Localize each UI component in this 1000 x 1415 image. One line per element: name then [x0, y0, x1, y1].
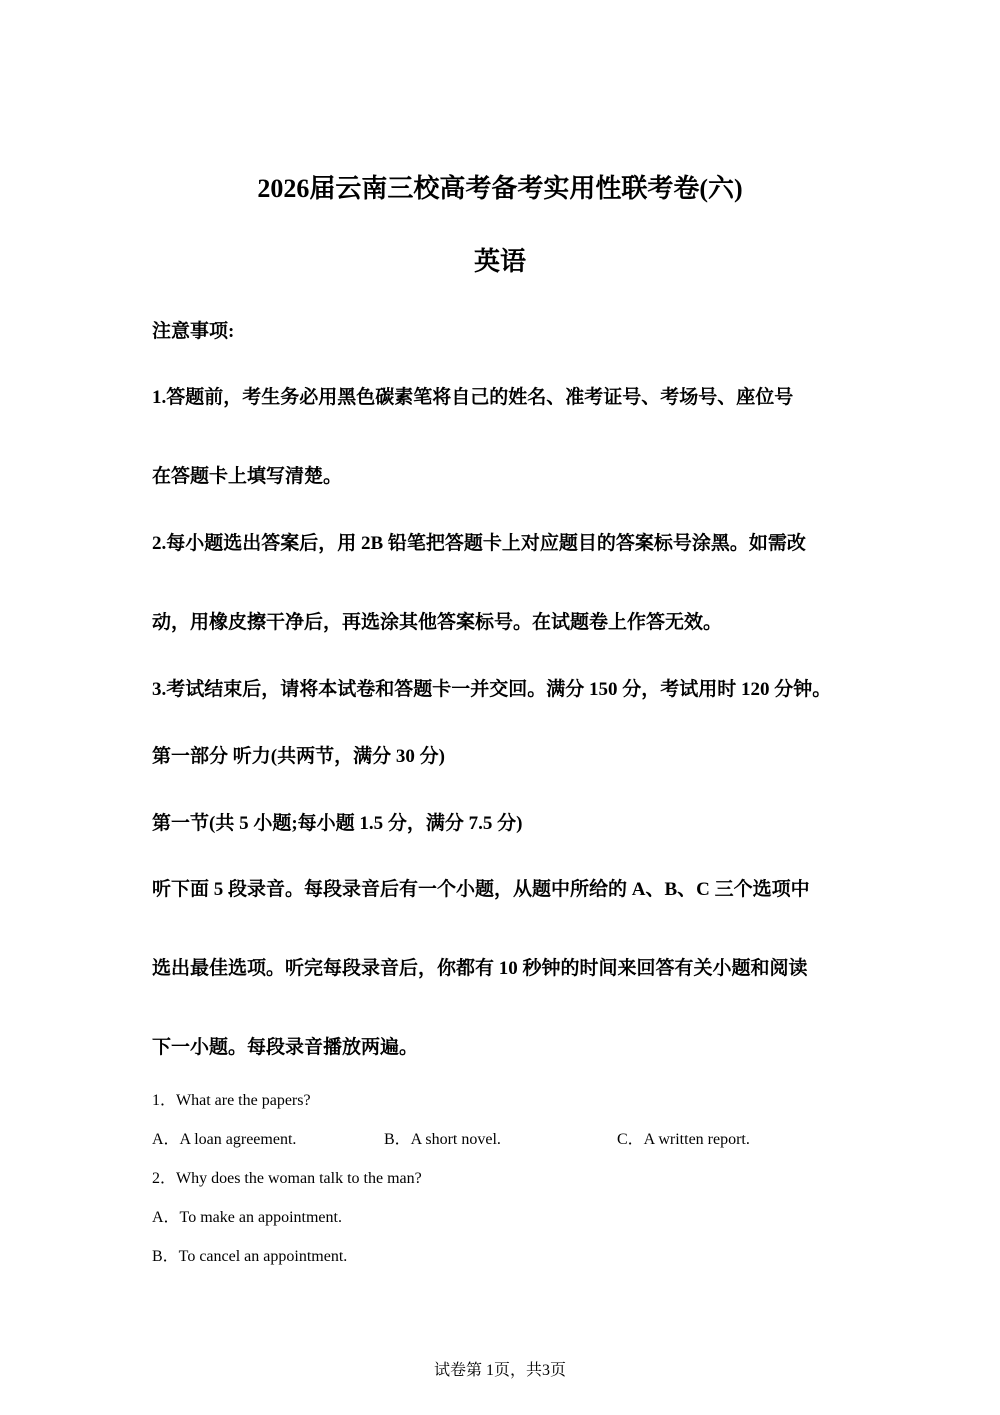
question-2-option-b: B．To cancel an appointment. — [152, 1248, 348, 1265]
question-1-stem: 1．What are the papers? — [152, 1092, 311, 1109]
instructions-line-3: 下一小题。每段录音播放两遍。 — [152, 1037, 419, 1058]
question-2-stem: 2．Why does the woman talk to the man? — [152, 1170, 422, 1187]
notice-item-1-line-1: 1.答题前，考生务必用黑色碳素笔将自己的姓名、准考证号、考场号、座位号 — [152, 387, 794, 408]
notice-item-2-line-2: 动，用橡皮擦干净后，再选涂其他答案标号。在试题卷上作答无效。 — [152, 612, 723, 633]
notice-item-2-line-1: 2.每小题选出答案后，用 2B 铅笔把答题卡上对应题目的答案标号涂黑。如需改 — [152, 533, 806, 554]
question-1-option-c: C．A written report. — [617, 1131, 750, 1148]
notice-item-1-line-2: 在答题卡上填写清楚。 — [152, 466, 343, 487]
subject-title: 英语 — [473, 247, 526, 276]
instructions-line-1: 听下面 5 段录音。每段录音后有一个小题，从题中所给的 A、B、C 三个选项中 — [152, 879, 810, 900]
question-2-option-a: A．To make an appointment. — [152, 1209, 342, 1226]
notice-heading: 注意事项: — [152, 321, 235, 342]
page-footer: 试卷第 1页，共3页 — [433, 1362, 566, 1379]
notice-item-3: 3.考试结束后，请将本试卷和答题卡一并交回。满分 150 分，考试用时 120 分钟。 — [152, 679, 832, 700]
question-1-option-b: B．A short novel. — [384, 1131, 501, 1148]
question-1-option-a: A．A loan agreement. — [152, 1131, 297, 1148]
section-heading: 第一节(共 5 小题;每小题 1.5 分，满分 7.5 分) — [152, 813, 523, 834]
exam-title: 2026届云南三校高考备考实用性联考卷(六) — [257, 174, 743, 203]
instructions-line-2: 选出最佳选项。听完每段录音后，你都有 10 秒钟的时间来回答有关小题和阅读 — [152, 958, 808, 979]
part-heading: 第一部分 听力(共两节，满分 30 分) — [152, 746, 445, 767]
